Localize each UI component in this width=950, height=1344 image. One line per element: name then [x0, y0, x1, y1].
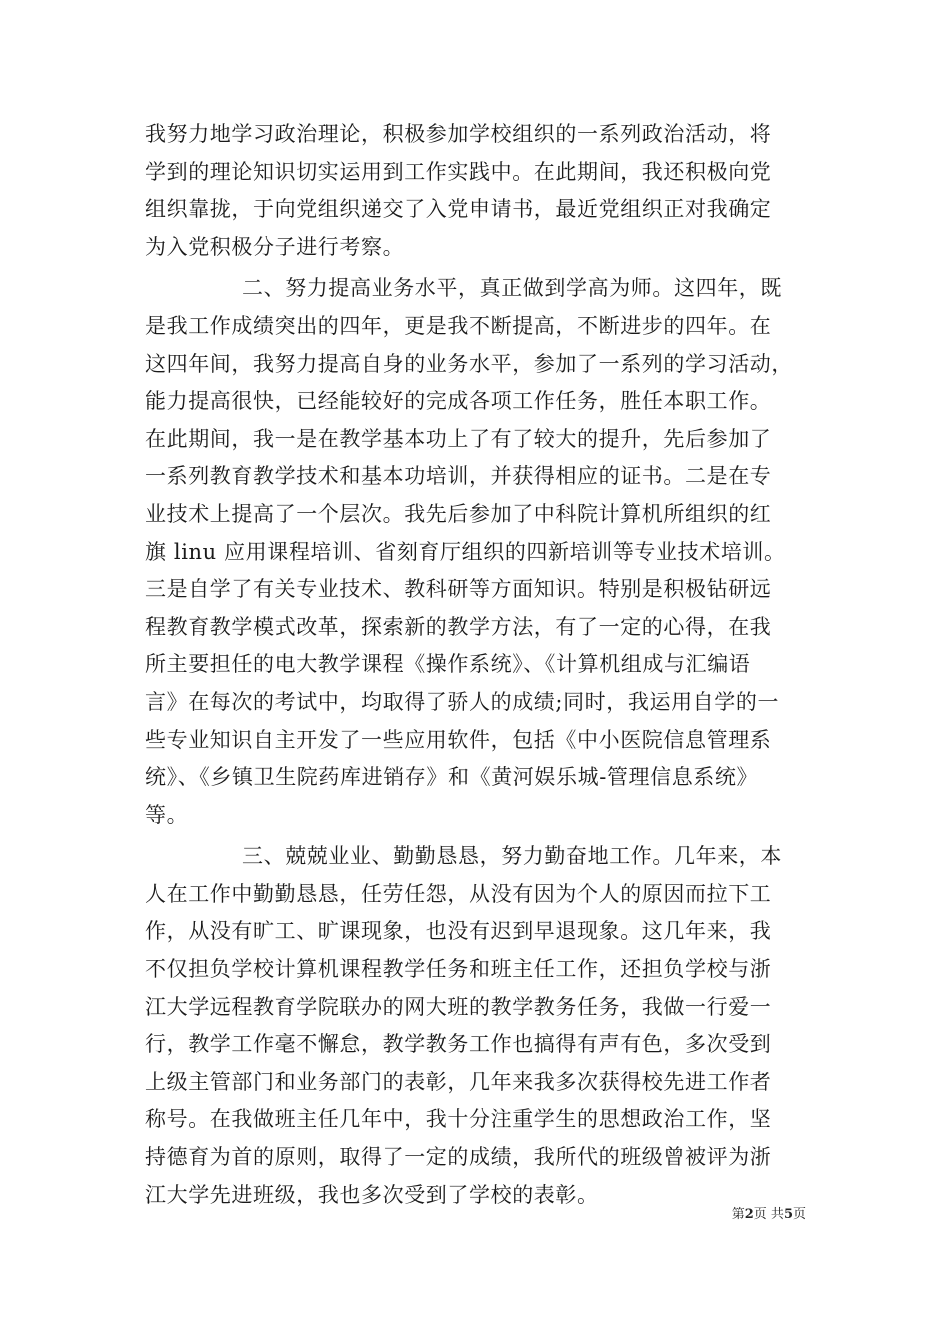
text-line: 行，教学工作毫不懈怠，教学教务工作也搞得有声有色，多次受到: [145, 1032, 772, 1057]
text-line: 一系列教育教学技术和基本功培训，并获得相应的证书。二是在专: [145, 464, 772, 489]
text-line-indented: 二、努力提高业务水平，真正做到学高为师。这四年，既: [242, 276, 782, 301]
page-number-footer: [0, 1203, 806, 1222]
footer-prefix: 第: [731, 1207, 745, 1222]
paragraph-1: [145, 116, 821, 266]
text-line: 学到的理论知识切实运用到工作实践中。在此期间，我还积极向党: [145, 159, 772, 184]
text-line-indented: 三、兢兢业业、勤勤恳恳，努力勤奋地工作。几年来，本: [242, 844, 782, 869]
text-line: 为入党积极分子进行考察。: [145, 234, 405, 259]
text-line: 等。: [145, 802, 189, 827]
text-line: 不仅担负学校计算机课程教学任务和班主任工作，还担负学校与浙: [145, 957, 772, 982]
paragraph-2: [145, 270, 821, 834]
text-line: 江大学先进班级，我也多次受到了学校的表彰。: [145, 1182, 599, 1207]
document-body: [145, 116, 821, 1214]
text-line: 三是自学了有关专业技术、教科研等方面知识。特别是积极钻研远: [145, 577, 772, 602]
text-line: 程教育教学模式改革，探索新的教学方法，有了一定的心得，在我: [145, 614, 772, 639]
footer-total-pages: 5: [783, 1207, 793, 1222]
footer-current-page: 2: [744, 1207, 754, 1222]
text-line: 组织靠拢，于向党组织递交了入党申请书，最近党组织正对我确定: [145, 197, 772, 222]
text-line: 是我工作成绩突出的四年，更是我不断提高，不断进步的四年。在: [145, 313, 772, 338]
text-line: 统》、《乡镇卫生院药库进销存》和《黄河娱乐城-管理信息系统》: [145, 765, 759, 790]
text-line: 些专业知识自主开发了一些应用软件，包括《中小医院信息管理系: [145, 727, 772, 752]
text-line: 我努力地学习政治理论，积极参加学校组织的一系列政治活动，将: [145, 122, 772, 146]
text-line: 在此期间，我一是在教学基本功上了有了较大的提升，先后参加了: [145, 426, 772, 451]
text-line: 业技术上提高了一个层次。我先后参加了中科院计算机所组织的红: [145, 501, 772, 526]
text-line: 所主要担任的电大教学课程《操作系统》、《计算机组成与汇编语: [145, 652, 751, 677]
text-line: 作，从没有旷工、旷课现象，也没有迟到早退现象。这几年来，我: [145, 919, 772, 944]
text-line: 上级主管部门和业务部门的表彰，几年来我多次获得校先进工作者: [145, 1069, 772, 1094]
text-line: 称号。在我做班主任几年中，我十分注重学生的思想政治工作，坚: [145, 1107, 772, 1132]
text-line: 旗 linu 应用课程培训、省刻育厅组织的四新培训等专业技术培训。: [145, 539, 786, 564]
paragraph-3: [145, 838, 821, 1214]
footer-middle: 页 共: [753, 1207, 784, 1222]
text-line: 言》在每次的考试中，均取得了骄人的成绩;同时，我运用自学的一: [145, 689, 780, 714]
text-line: 人在工作中勤勤恳恳，任劳任怨，从没有因为个人的原因而拉下工: [145, 881, 772, 906]
text-line: 这四年间，我努力提高自身的业务水平，参加了一系列的学习活动，: [145, 351, 793, 376]
text-line: 江大学远程教育学院联办的网大班的教学教务任务，我做一行爱一: [145, 994, 772, 1019]
text-line: 能力提高很快，已经能较好的完成各项工作任务，胜任本职工作。: [145, 389, 772, 414]
footer-suffix: 页: [792, 1207, 806, 1222]
text-line: 持德育为首的原则，取得了一定的成绩，我所代的班级曾被评为浙: [145, 1145, 772, 1170]
